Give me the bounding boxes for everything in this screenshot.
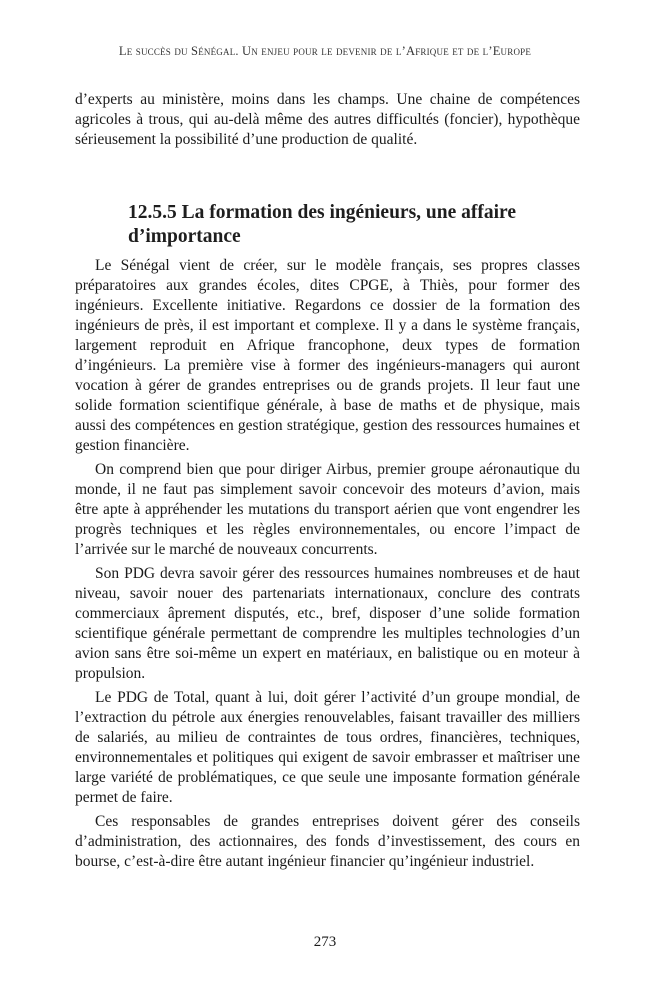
- paragraph-1: Le Sénégal vient de créer, sur le modèle français, ses propres classes préparatoires aux grandes écoles, dites CPGE, à Thiès, pour former des ingénieurs. Excellente initiative. Regardons ce dossier de la formation des ingénieurs de près, il est important et complexe. Il y a dans le système français, largement reproduit en Afrique francophone, deux types de formation d’ingénieurs. La première vise à former des ingénieurs-managers qui auront vocation à gérer de grandes entreprises ou de grands projets. Il leur faut une solide formation scientifique générale, à base de maths et de physique, mais aussi des compétences en gestion stratégique, gestion des ressources humaines et gestion financière.: [75, 257, 580, 454]
- paragraph-5: Ces responsables de grandes entreprises doivent gérer des conseils d’administration, des actionnaires, des fonds d’investissement, des cours en bourse, c’est-à-dire être autant ingénieur financier qu’ingénieur industriel.: [75, 813, 580, 870]
- paragraph-3: Son PDG devra savoir gérer des ressources humaines nombreuses et de haut niveau, savoir nouer des partenariats internationaux, conclure des contrats commerciaux âprement disputés, etc., bref, disposer d’une solide formation scientifique générale permettant de comprendre les multiples technologies d’un avion sans être soi-même un expert en matériaux, en balistique ou en moteur à propulsion.: [75, 565, 580, 682]
- section-heading: 12.5.5 La formation des ingénieurs, une affaire d’importance: [128, 202, 517, 247]
- paragraph-4: Le PDG de Total, quant à lui, doit gérer l’activité d’un groupe mondial, de l’extraction du pétrole aux énergies renouvelables, faisant travailler des milliers de salariés, au milieu de contraintes de tous ordres, financières, techniques, environnementales et politiques qui exigent de savoir embrasser et maîtriser une large variété de problématiques, ce que seule une imposante formation générale permet de faire.: [75, 689, 580, 806]
- paragraph-continuation: d’experts au ministère, moins dans les champs. Une chaine de compétences agricoles à trous, qui au-delà même des autres difficultés (foncier), hypothèque sérieusement la possibilité d’une production de qualité.: [75, 91, 580, 148]
- running-header: Le succès du Sénégal. Un enjeu pour le devenir de l’Afrique et de l’Europe: [118, 44, 532, 58]
- intro-text-block: [75, 90, 580, 150]
- section-body: [75, 256, 580, 872]
- page-number: 273: [313, 934, 337, 950]
- paragraph-2: On comprend bien que pour diriger Airbus, premier groupe aéronautique du monde, il ne faut pas simplement savoir concevoir des moteurs d’avion, mais être apte à appréhender les mutations du transport aérien que vont engendrer les progrès techniques et les règles environnementales, ou encore l’impact de l’arrivée sur le marché de nouveaux concurrents.: [75, 461, 580, 558]
